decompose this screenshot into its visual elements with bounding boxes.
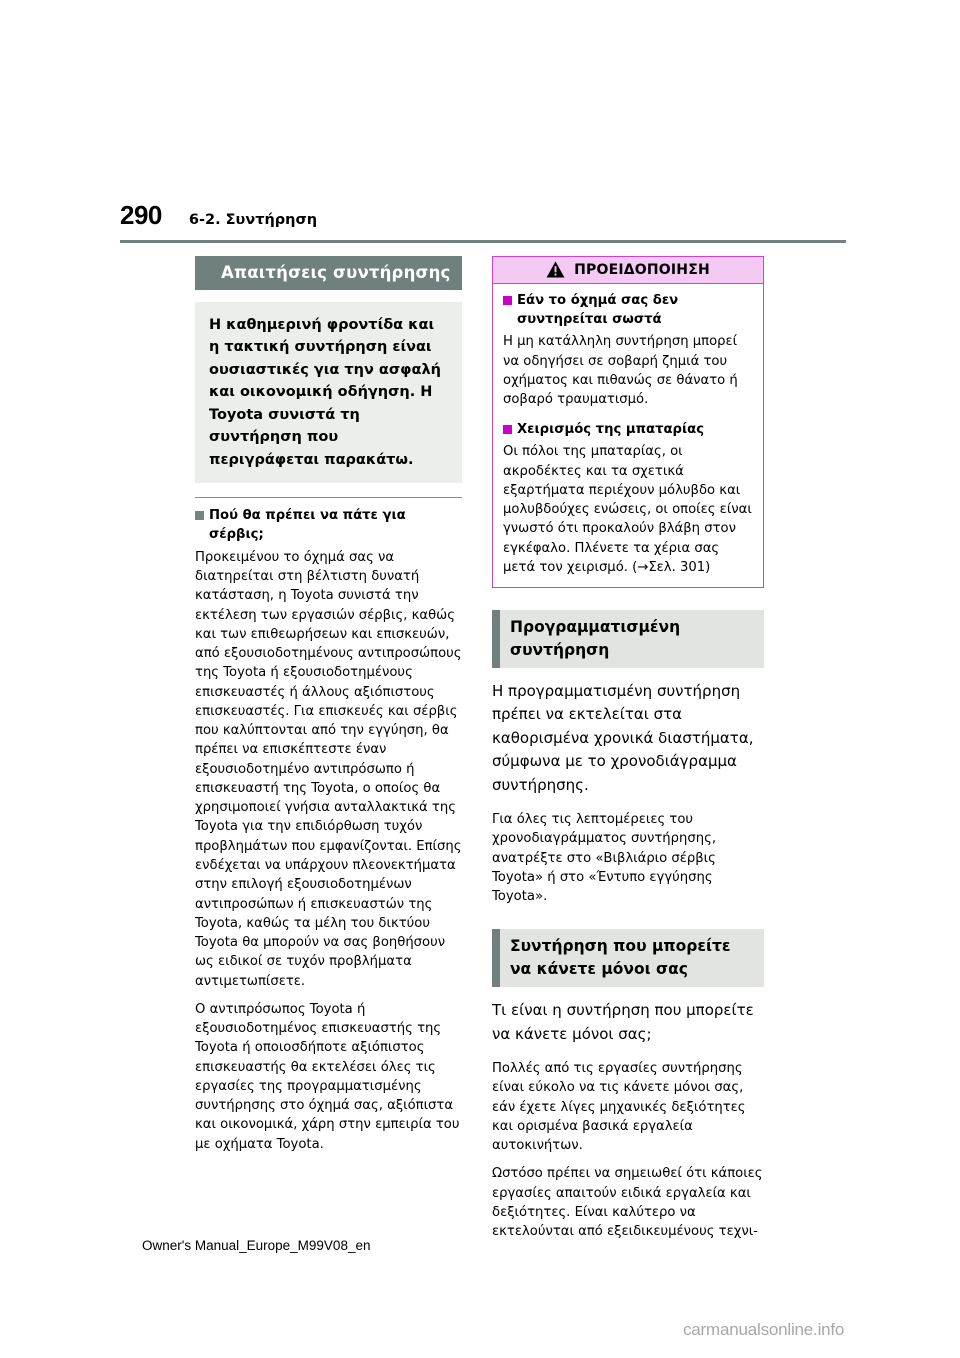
scheduled-paragraph-1: Η προγραμματισμένη συντήρηση πρέπει να εκτελείται στα καθορισμένα χρονικά διαστήματα, σύμφωνα με το χρονοδιάγραμμα συντήρησης. bbox=[492, 682, 754, 794]
warning-title: ΠΡΟΕΙΔΟΠΟΙΗΣΗ bbox=[574, 261, 710, 278]
chapter-title-bar: Απαιτήσεις συντήρησης bbox=[195, 256, 462, 290]
warning-item-body-1: Η μη κατάλληλη συντήρηση μπορεί να οδηγήσει σε σοβαρή ζημιά του οχήματος και πιθανώς σε θάνατο ή σοβαρό τραυματισμό. bbox=[503, 334, 738, 408]
subheading-where-to-service bbox=[195, 507, 462, 544]
section-header-label: Συντήρηση που μπορείτε να κάνετε μόνοι σας bbox=[510, 937, 731, 978]
warning-box bbox=[492, 256, 764, 588]
diy-paragraph-1: Τι είναι η συντήρηση που μπορείτε να κάνετε μόνοι σας; bbox=[492, 1001, 754, 1043]
warning-item-heading-2 bbox=[503, 421, 753, 440]
warning-box-header bbox=[493, 257, 763, 284]
left-paragraph-1: Προκειμένου το όχημά σας να διατηρείται στη βέλτιστη δυνατή κατάσταση, η Toyota συνιστά την εκτέλεση των εργασιών σέρβις, καθώς και των επιθεωρήσεων και επισκευών, από εξουσιοδοτημένους αντιπροσώπους της Toyota ή εξουσιοδοτημένους επισκευαστές ή άλλους αξιόπιστους επισκευαστές. Για επισκευές και σέρβις που καλύπτονται από την εγγύηση, θα πρέπει να επισκέπτεστε έναν εξουσιοδοτημένο αντιπρόσωπο ή επισκευαστή της Toyota, ο οποίος θα χρησιμοποιεί γνήσια ανταλλακτικά της Toyota για την επιδιόρθωση τυχόν προβλημάτων που εμφανίζονται. Επίσης ενδέχεται να υπάρχουν πλεονεκτήματα στην επιλογή εξουσιοδοτημένων αντιπροσώπων ή επισκευαστών της Toyota, καθώς τα μέλη του δικτύου Toyota θα μπορούν να σας βοηθήσουν ως ειδικοί σε τυχόν προβλήματα αντιμετωπίσετε. bbox=[195, 549, 462, 989]
warning-item-heading-1 bbox=[503, 292, 753, 329]
intro-highlight-block: Η καθημερινή φροντίδα και η τακτική συντήρηση είναι ουσιαστικές για την ασφαλή και οικονομική οδήγηση. Η Toyota συνιστά τη συντήρηση που περιγράφεται παρακάτω. bbox=[195, 302, 462, 483]
left-column bbox=[195, 256, 462, 1163]
right-column bbox=[492, 256, 764, 1250]
subheading-label: Πού θα πρέπει να πάτε για σέρβις; bbox=[209, 508, 406, 543]
section-divider bbox=[195, 497, 462, 498]
warning-item-body-2: Οι πόλοι της μπαταρίας, οι ακροδέκτες και τα σχετικά εξαρτήματα περιέχουν μόλυβδο και μολυβδούχες ενώσεις, οι οποίες είναι γνωστό ότι προκαλούν βλάβη στον εγκέφαλο. Πλένετε τα χέρια σας μετά τον χειρισμό. (→Σελ. 301) bbox=[503, 444, 752, 575]
diy-paragraph-2: Πολλές από τις εργασίες συντήρησης είναι εύκολο να τις κάνετε μόνοι σας, εάν έχετε λίγες μηχανικές δεξιότητες και ορισμένα βασικά εργαλεία αυτοκινήτων. bbox=[492, 1061, 746, 1154]
square-bullet-icon bbox=[503, 296, 512, 305]
page-header bbox=[120, 200, 846, 231]
warning-triangle-icon bbox=[546, 261, 565, 278]
page-number: 290 bbox=[120, 200, 162, 230]
section-header-scheduled-maintenance bbox=[492, 610, 764, 668]
scheduled-paragraph-2: Για όλες τις λεπτομέρειες του χρονοδιαγράμματος συντήρησης, ανατρέξτε στο «Βιβλιάριο σέρβις Toyota» ή στο «Έντυπο εγγύησης Toyota». bbox=[492, 812, 717, 905]
warning-item-label-1: Εάν το όχημά σας δεν συντηρείται σωστά bbox=[517, 293, 679, 327]
diy-paragraph-3: Ωστόσο πρέπει να σημειωθεί ότι κάποιες εργασίες απαιτούν ειδικά εργαλεία και δεξιότητες. Είναι καλύτερο να εκτελούνται από εξειδικευμένους τεχνι- bbox=[492, 1166, 763, 1240]
site-watermark: carmanualsonline.info bbox=[683, 1320, 845, 1339]
section-header-label: Προγραμματισμένη συντήρηση bbox=[510, 618, 681, 659]
warning-box-body bbox=[493, 284, 763, 587]
manual-id-footer: Owner's Manual_Europe_M99V08_en bbox=[142, 1238, 371, 1253]
left-paragraph-2: Ο αντιπρόσωπος Toyota ή εξουσιοδοτημένος επισκευαστής της Toyota ή οποιοσδήποτε αξιόπιστος επισκευαστής θα εκτελέσει όλες τις εργασίες της προγραμματισμένης συντήρησης στο όχημά σας, αξιόπιστα και οικονομικά, χάρη στην εμπειρία του με οχήματα Toyota. bbox=[195, 1001, 460, 1152]
square-bullet-icon bbox=[195, 511, 204, 520]
section-accent-bar bbox=[492, 610, 500, 668]
square-bullet-icon bbox=[503, 425, 512, 434]
header-divider-rule bbox=[120, 240, 846, 243]
section-accent-bar bbox=[492, 929, 500, 987]
section-breadcrumb-title: 6-2. Συντήρηση bbox=[188, 212, 318, 228]
warning-item-label-2: Χειρισμός της μπαταρίας bbox=[517, 421, 705, 437]
section-header-diy-maintenance bbox=[492, 929, 764, 987]
